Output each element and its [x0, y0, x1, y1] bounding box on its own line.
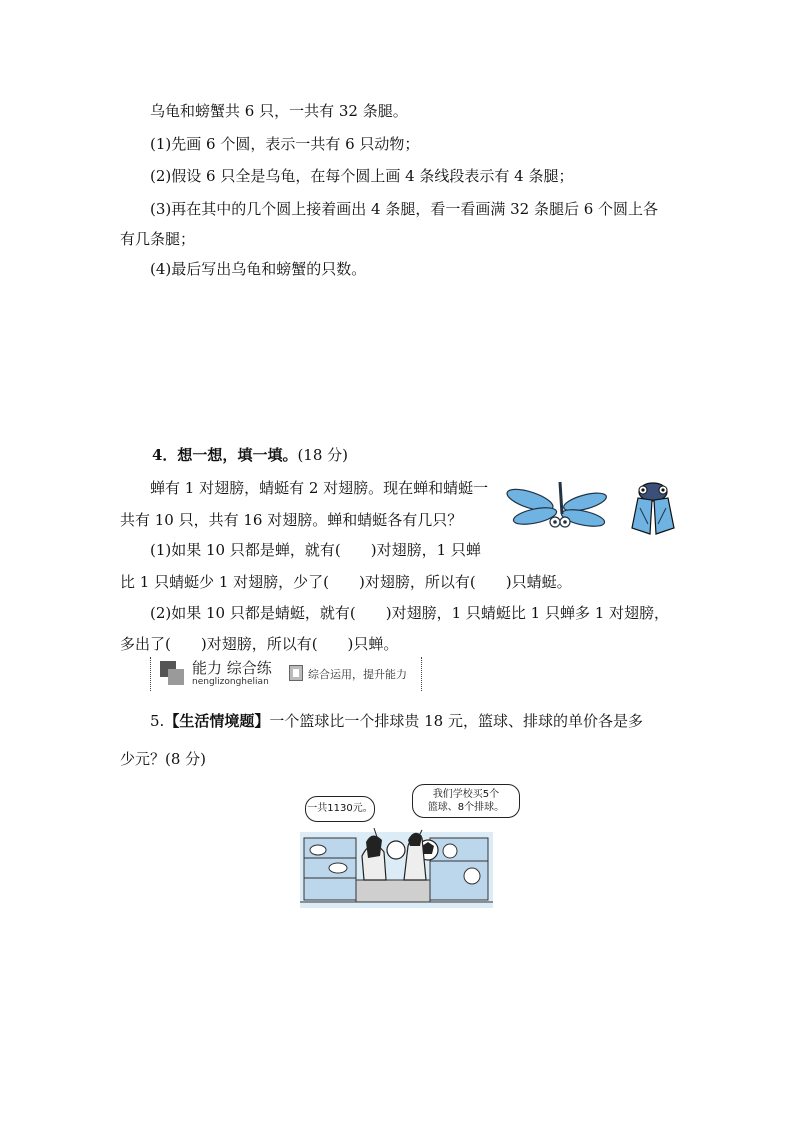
problem5-text-line2: 少元？	[120, 750, 166, 768]
ability-practice-banner	[150, 655, 422, 695]
problem5-line1	[150, 711, 643, 731]
speech-bubble-right-line1: 我们学校买5个	[432, 789, 500, 800]
problem4-score: (18 分)	[297, 446, 349, 464]
problem5-text-line1: 一个篮球比一个排球贵 18 元，篮球、排球的单价各是多	[269, 712, 643, 730]
problem5-score: (8 分)	[165, 750, 207, 768]
speech-bubble-right	[412, 784, 520, 818]
speech-bubble-right-line2: 篮球、8个排球。	[427, 802, 505, 813]
speech-bubble-left: 一共1130元。	[305, 796, 375, 822]
cicada-illustration	[628, 478, 678, 538]
problem3-step4: (4)最后写出乌龟和螃蟹的只数。	[150, 260, 367, 278]
problem5-number: 5.	[150, 712, 165, 730]
problem4-q2-line2: 多出了( )对翅膀，所以有( )只蝉。	[120, 635, 399, 653]
dragonfly-illustration	[505, 478, 615, 538]
banner-subtitle: 综合运用，提升能力	[308, 668, 407, 681]
problem4-heading: 4．想一想，填一填。	[152, 446, 298, 464]
problem4-text-line2: 共有 10 只，共有 16 对翅膀。蝉和蜻蜓各有几只？	[120, 511, 463, 529]
problem3-intro: 乌龟和螃蟹共 6 只，一共有 32 条腿。	[150, 102, 408, 120]
problem5-tag: 【生活情境题】	[164, 712, 270, 730]
banner-book-icon	[289, 665, 303, 681]
banner-title: 能力 综合练	[192, 659, 272, 677]
problem3-step3-line1: (3)再在其中的几个圆上接着画出 4 条腿，看一看画满 32 条腿后 6 个圆上各	[150, 200, 659, 218]
problem4-q1-line1: (1)如果 10 只都是蝉，就有( )对翅膀，1 只蝉	[150, 541, 481, 559]
problem5-line2	[120, 749, 206, 769]
banner-pinyin: nenglizonghelian	[192, 677, 269, 687]
problem4-q2-line1: (2)如果 10 只都是蜻蜓，就有( )对翅膀，1 只蜻蜓比 1 只蝉多 1 对翅膀，	[150, 604, 670, 622]
problem3-step1: (1)先画 6 个圆，表示一共有 6 只动物；	[150, 135, 420, 153]
problem4-text-line1: 蝉有 1 对翅膀，蜻蜓有 2 对翅膀。现在蝉和蜻蜓一	[150, 479, 489, 497]
problem3-step3-line2: 有几条腿；	[120, 230, 196, 248]
problem3-step2: (2)假设 6 只全是乌龟，在每个圆上画 4 条线段表示有 4 条腿；	[150, 167, 574, 185]
problem4-q1-line2: 比 1 只蜻蜓少 1 对翅膀，少了( )对翅膀，所以有( )只蜻蜓。	[120, 573, 572, 591]
banner-square-shadow-icon	[168, 669, 184, 685]
problem4-heading-row	[152, 445, 348, 465]
